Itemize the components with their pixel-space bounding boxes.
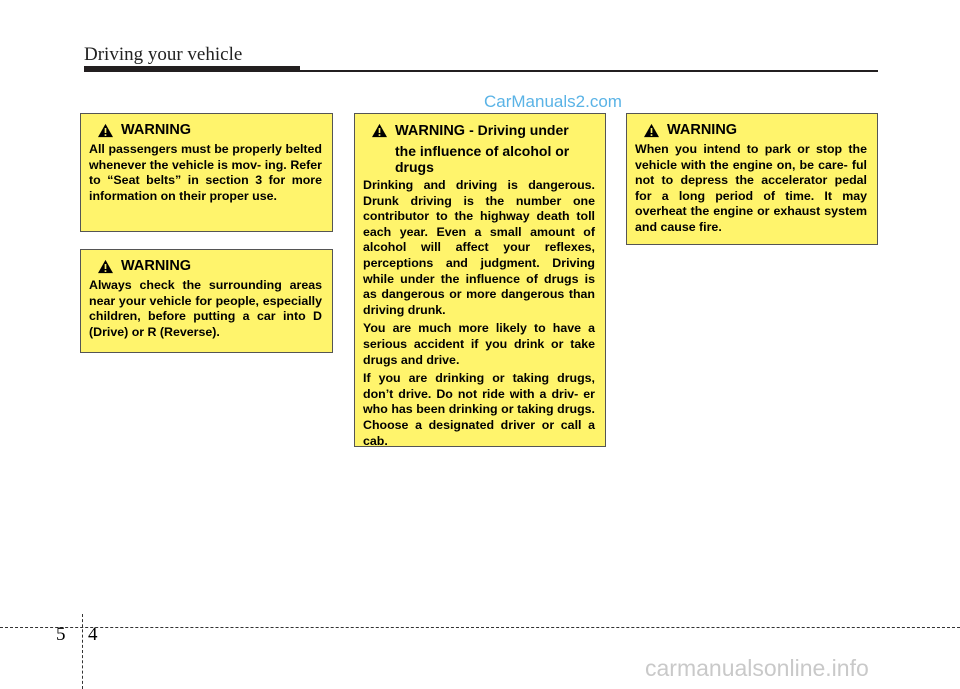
- header-rule-thick: [84, 66, 300, 72]
- warning-triangle-icon: [97, 259, 114, 274]
- watermark-top: CarManuals2.com: [484, 92, 622, 111]
- warning-triangle-icon: [643, 123, 660, 138]
- warning-text: If you are drinking or taking drugs, don’t drive. Do not ride with a driv- er who has been drinking or taking drugs. Choose a designated driver or call a cab.: [363, 371, 595, 448]
- warning-text: When you intend to park or stop the vehicle with the engine on, be care- ful not to depress the accelerator pedal for a long period of time. It may overheat the engine or exhaust system and cause fire.: [635, 142, 867, 234]
- warning-text: You are much more likely to have a serious accident if you drink or take drugs and drive.: [363, 321, 595, 367]
- warning-text: Drinking and driving is dangerous. Drunk driving is the number one contributor to the highway death toll each year. Even a small amount of alcohol will affect your reflexes, perceptions and judgment. Driving while under the influence of drugs is as dangerous or more dangerous than driving drunk.: [363, 178, 595, 317]
- warning-title: WARNING: [121, 122, 192, 138]
- warning-title-line2: the influence of alcohol or drugs: [395, 143, 570, 175]
- warning-box-passengers: [80, 113, 333, 232]
- page-header-title: Driving your vehicle: [84, 44, 243, 65]
- footer-rule: [0, 627, 960, 628]
- warning-title: WARNING: [395, 123, 466, 139]
- warning-title: WARNING: [121, 258, 192, 274]
- warning-box-park: [626, 113, 878, 245]
- warning-triangle-icon: [371, 123, 388, 138]
- warning-text: All passengers must be properly belted whenever the vehicle is mov- ing. Refer to “Seat belts” in section 3 for more information on their proper use.: [89, 142, 322, 203]
- warning-triangle-icon: [97, 123, 114, 138]
- page-number: 4: [88, 624, 98, 645]
- warning-box-surrounding: [80, 249, 333, 353]
- warning-text: Always check the surrounding areas near your vehicle for people, especially children, before putting a car into D (Drive) or R (Reverse).: [89, 278, 322, 339]
- footer-divider: [82, 614, 83, 689]
- warning-box-alcohol: [354, 113, 606, 447]
- watermark-bottom: carmanualsonline.info: [645, 655, 869, 681]
- warning-title: WARNING: [667, 122, 738, 138]
- header-rule-thin: [300, 70, 878, 72]
- warning-subtitle: - Driving under: [469, 122, 569, 138]
- chapter-number: 5: [56, 624, 66, 645]
